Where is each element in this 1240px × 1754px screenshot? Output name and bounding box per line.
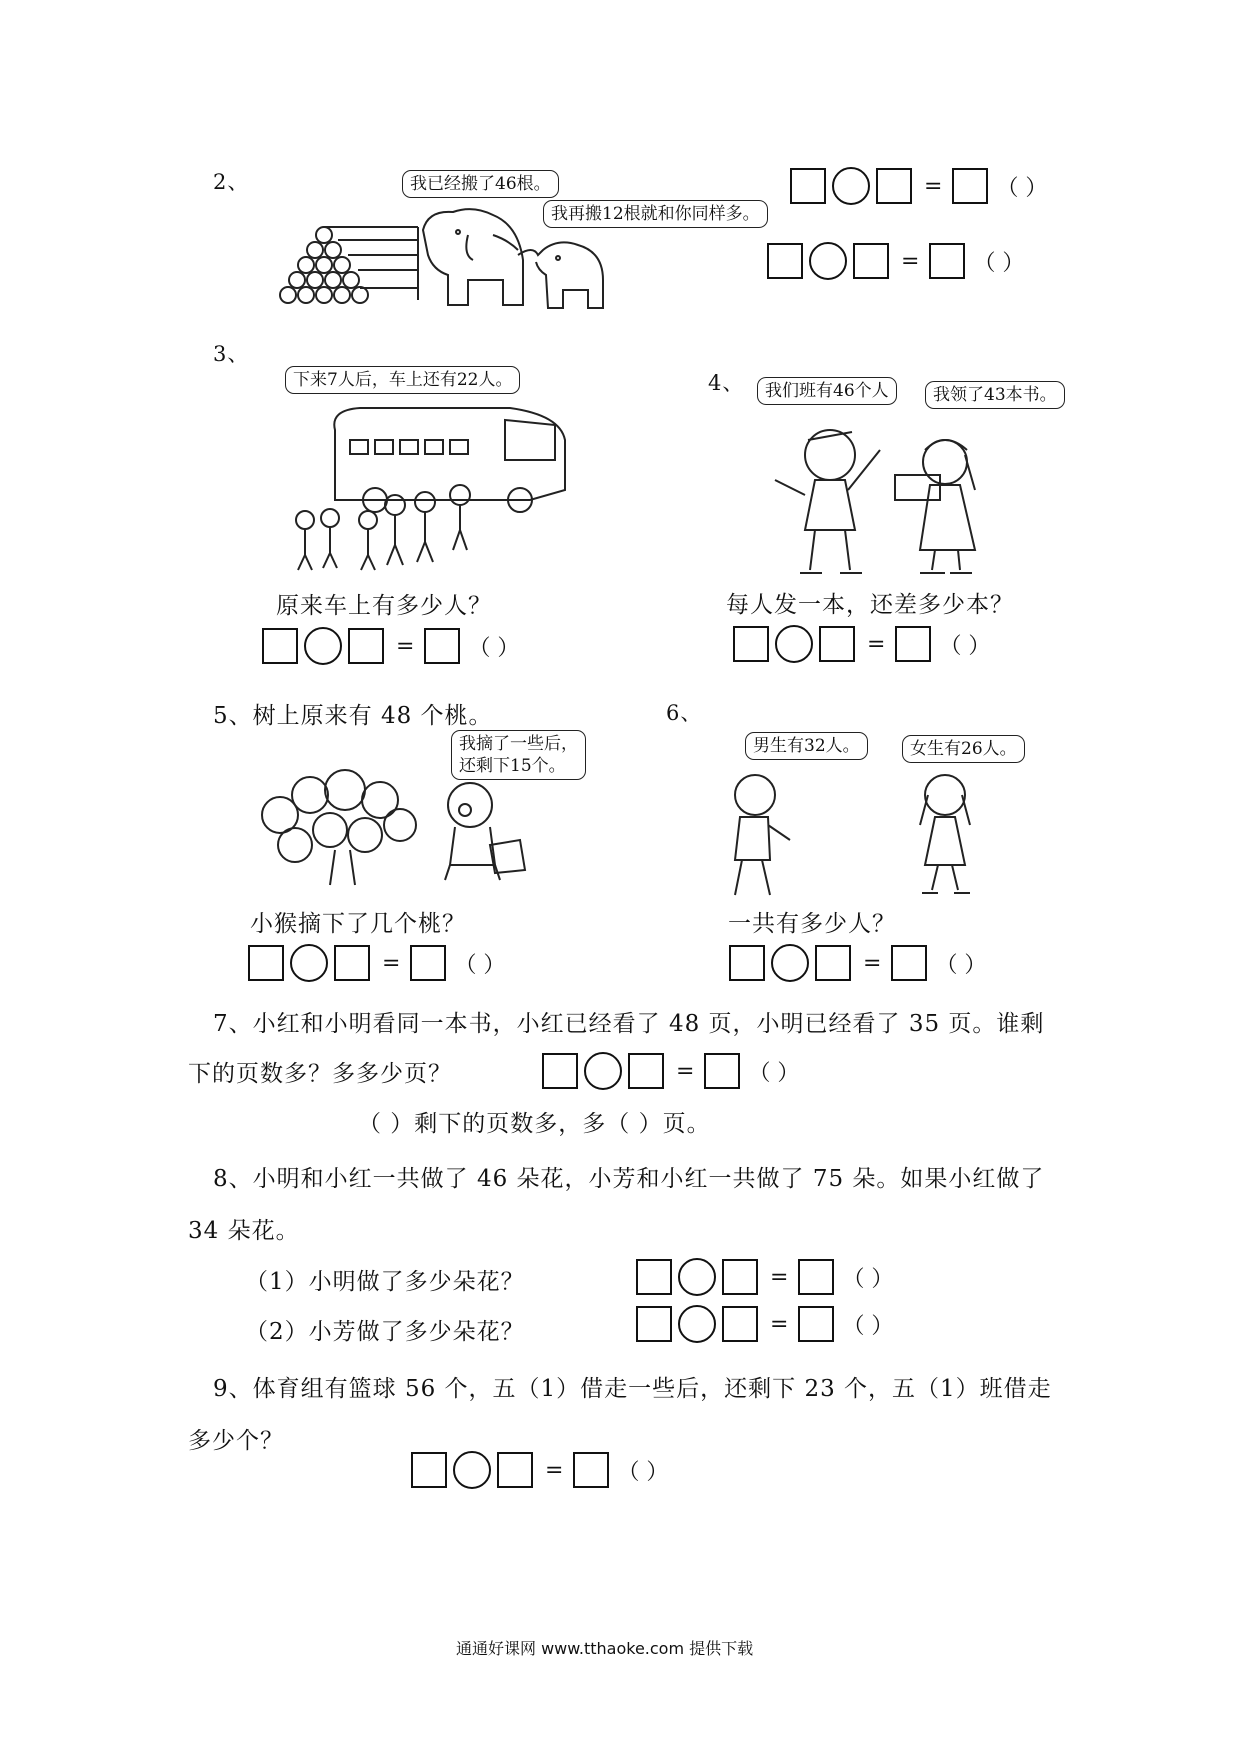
answer-box[interactable] (248, 945, 284, 981)
answer-box[interactable] (722, 1306, 758, 1342)
q3-number: 3、 (213, 342, 250, 366)
answer-box[interactable] (424, 628, 460, 664)
q3-bubble: 下来7人后，车上还有22人。 (285, 366, 520, 394)
q7-equation (542, 1049, 799, 1093)
boy-and-girl-walking-illustration (710, 765, 1000, 900)
equals-sign: = (924, 173, 943, 199)
peach-tree-and-monkey-illustration (250, 765, 550, 885)
answer-box[interactable] (729, 945, 765, 981)
answer-box[interactable] (542, 1053, 578, 1089)
answer-box[interactable] (767, 243, 803, 279)
q8-sub-2: （2）小芳做了多少朵花？ (245, 1319, 525, 1345)
answer-box[interactable] (334, 945, 370, 981)
answer-box[interactable] (722, 1259, 758, 1295)
q9-line-2: 多少个？ (188, 1428, 284, 1454)
operator-circle[interactable] (584, 1052, 622, 1090)
equals-sign: = (901, 248, 920, 274)
q2-bubble-big-elephant: 我已经搬了46根。 (402, 170, 559, 198)
answer-box[interactable] (895, 626, 931, 662)
girl-walking-icon (920, 775, 970, 893)
operator-circle[interactable] (453, 1451, 491, 1489)
small-elephant-icon (518, 242, 603, 308)
answer-box[interactable] (891, 945, 927, 981)
equals-sign: = (770, 1311, 789, 1337)
answer-box[interactable] (819, 626, 855, 662)
q5-question: 小猴摘下了几个桃？ (250, 911, 466, 937)
answer-box[interactable] (733, 626, 769, 662)
answer-box[interactable] (348, 628, 384, 664)
q6-equation (729, 941, 986, 985)
answer-box[interactable] (573, 1452, 609, 1488)
q9-line-1: 9、体育组有篮球 56 个，五（1）借走一些后，还剩下 23 个，五（1）班借走 (213, 1376, 1052, 1402)
equals-sign: = (863, 950, 882, 976)
book-stack-icon (895, 475, 940, 500)
answer-box[interactable] (411, 1452, 447, 1488)
operator-circle[interactable] (678, 1258, 716, 1296)
unit-paren[interactable]: （ ） (748, 1060, 800, 1086)
operator-circle[interactable] (678, 1305, 716, 1343)
answer-box[interactable] (853, 243, 889, 279)
equals-sign: = (382, 950, 401, 976)
boy-walking-icon (735, 775, 790, 895)
q6-number: 6、 (666, 701, 703, 725)
q8-line-1: 8、小明和小红一共做了 46 朵花，小芳和小红一共做了 75 朵。如果小红做了 (213, 1166, 1045, 1192)
unit-paren[interactable]: （ ） (935, 952, 987, 978)
q6-bubble-girl: 女生有26人。 (902, 735, 1025, 763)
bus-and-children-illustration (290, 400, 570, 570)
answer-box[interactable] (497, 1452, 533, 1488)
answer-box[interactable] (929, 243, 965, 279)
boy-icon (775, 430, 880, 573)
q6-bubble-boy: 男生有32人。 (745, 732, 868, 760)
answer-box[interactable] (410, 945, 446, 981)
peach-tree-icon (262, 770, 416, 885)
answer-box[interactable] (790, 168, 826, 204)
big-elephant-icon (423, 209, 523, 305)
operator-circle[interactable] (290, 944, 328, 982)
operator-circle[interactable] (832, 167, 870, 205)
q4-equation (733, 622, 990, 666)
q6-question: 一共有多少人？ (728, 911, 896, 937)
equals-sign: = (676, 1058, 695, 1084)
q2-equation-1 (790, 164, 1047, 208)
monkey-icon (445, 783, 525, 880)
q5-bubble-line-2: 还剩下15个。 (459, 756, 566, 776)
q8-sub-1: （1）小明做了多少朵花？ (245, 1269, 525, 1295)
q8-equation-2 (636, 1302, 893, 1346)
unit-paren[interactable]: （ ） (842, 1313, 894, 1339)
q4-question: 每人发一本，还差多少本？ (726, 592, 1014, 618)
page-footer: 通通好课网 www.tthaoke.com 提供下载 (456, 1639, 754, 1658)
q3-question: 原来车上有多少人？ (276, 593, 492, 619)
unit-paren[interactable]: （ ） (973, 250, 1025, 276)
q9-equation (411, 1448, 668, 1492)
answer-box[interactable] (815, 945, 851, 981)
answer-box[interactable] (628, 1053, 664, 1089)
unit-paren[interactable]: （ ） (468, 635, 520, 661)
q2-bubble-small-elephant: 我再搬12根就和你同样多。 (543, 200, 768, 228)
answer-box[interactable] (636, 1259, 672, 1295)
operator-circle[interactable] (771, 944, 809, 982)
q7-line-1: 7、小红和小明看同一本书，小红已经看了 48 页，小明已经看了 35 页。谁剩 (213, 1011, 1045, 1037)
unit-paren[interactable]: （ ） (454, 952, 506, 978)
q2-equation-2 (767, 239, 1024, 283)
equals-sign: = (545, 1457, 564, 1483)
q4-bubble-girl: 我领了43本书。 (925, 381, 1065, 409)
equals-sign: = (396, 633, 415, 659)
answer-box[interactable] (798, 1259, 834, 1295)
answer-box[interactable] (704, 1053, 740, 1089)
operator-circle[interactable] (304, 627, 342, 665)
log-pile-icon (280, 227, 418, 303)
answer-box[interactable] (262, 628, 298, 664)
operator-circle[interactable] (775, 625, 813, 663)
q4-number: 4、 (708, 371, 745, 395)
q7-line-3: （ ）剩下的页数多，多（ ）页。 (358, 1111, 711, 1137)
answer-box[interactable] (798, 1306, 834, 1342)
unit-paren[interactable]: （ ） (842, 1266, 894, 1292)
operator-circle[interactable] (809, 242, 847, 280)
q2-number: 2、 (213, 170, 250, 194)
q5-equation (248, 941, 505, 985)
answer-box[interactable] (636, 1306, 672, 1342)
q7-line-2: 下的页数多？多多少页？ (188, 1061, 452, 1087)
equals-sign: = (867, 631, 886, 657)
unit-paren[interactable]: （ ） (617, 1459, 669, 1485)
q4-bubble-boy: 我们班有46个人 (757, 377, 897, 405)
children-group-icon (296, 485, 470, 570)
unit-paren[interactable]: （ ） (939, 633, 991, 659)
q5-bubble-line-1: 我摘了一些后， (459, 734, 578, 754)
equals-sign: = (770, 1264, 789, 1290)
answer-box[interactable] (952, 168, 988, 204)
q5-heading: 5、树上原来有 48 个桃。 (213, 703, 493, 729)
girl-icon (895, 440, 975, 573)
q3-equation (262, 624, 519, 668)
q8-equation-1 (636, 1255, 893, 1299)
q8-line-2: 34 朵花。 (188, 1218, 300, 1244)
answer-box[interactable] (876, 168, 912, 204)
boy-and-girl-with-books-illustration (760, 410, 1010, 580)
unit-paren[interactable]: （ ） (996, 175, 1048, 201)
